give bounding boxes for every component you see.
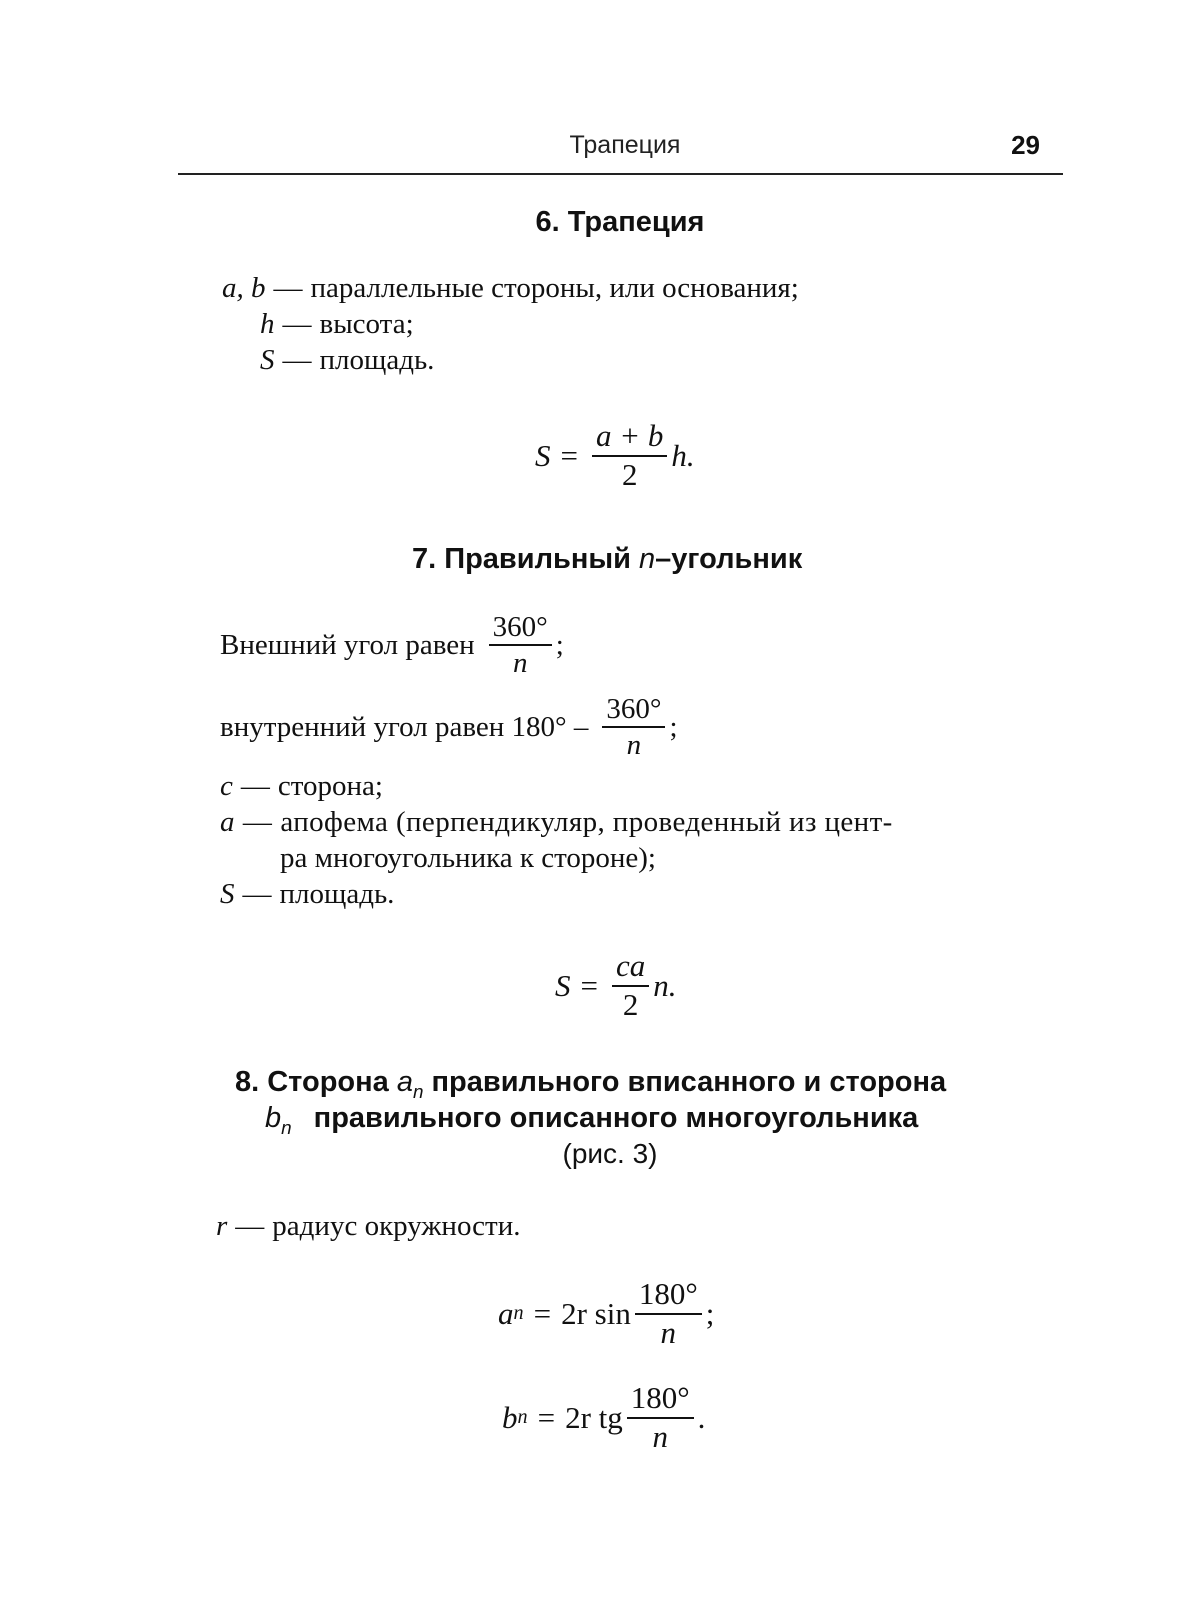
heading-part: –угольник (655, 543, 803, 575)
fraction (627, 1382, 694, 1453)
formula-subscript: n (517, 1406, 528, 1429)
inscribed-side-formula (498, 1278, 714, 1349)
def-s (260, 344, 434, 377)
formula-subscript: n (513, 1302, 524, 1325)
fraction-numerator: 360° (606, 693, 662, 725)
formula-lhs: S (555, 967, 571, 1003)
dash: — (282, 308, 312, 340)
header-rule (178, 173, 1063, 175)
section-8-heading-line-1 (235, 1066, 946, 1103)
dash: — (240, 770, 270, 802)
equals-sign: = (537, 1399, 556, 1435)
fraction-denominator: n (489, 644, 552, 678)
interior-angle-line (220, 694, 678, 761)
equals-sign: = (560, 437, 578, 473)
fraction-numerator: 180° (630, 1380, 690, 1415)
fraction (602, 694, 665, 761)
formula-lhs: a (498, 1295, 514, 1331)
def-text: площадь. (319, 344, 435, 376)
heading-subscript: n (281, 1116, 292, 1138)
def-symbol: a, b (222, 272, 266, 304)
heading-part: правильного описанного многоугольника (305, 1102, 919, 1134)
def-symbol: h (260, 308, 275, 340)
running-header-title: Трапеция (569, 131, 681, 159)
def-text: сторона; (277, 770, 383, 802)
dash: — (282, 344, 312, 376)
fraction-denominator: 2 (592, 455, 667, 492)
trapezoid-area-formula (535, 420, 695, 491)
fraction-numerator: ca (615, 948, 646, 983)
def-symbol: c (220, 770, 233, 802)
section-6-heading: 6. Трапеция (535, 206, 705, 238)
def-text: апофема (перпендикуляр, проведенный из цент- (280, 806, 893, 838)
heading-subscript: n (413, 1080, 424, 1102)
formula-tail: . (697, 1399, 706, 1435)
formula-tail: n. (653, 967, 677, 1003)
exterior-angle-line (220, 612, 564, 679)
line-text: Внешний угол равен (220, 628, 475, 661)
def-c (220, 770, 383, 803)
formula-tail: ; (705, 1295, 715, 1331)
dash: — (273, 272, 303, 304)
def-text: высота; (319, 308, 414, 340)
fraction-numerator: 360° (492, 611, 548, 643)
heading-variable: n (639, 543, 656, 575)
line-text: внутренний угол равен 180° – (220, 710, 589, 743)
def-symbol: S (260, 344, 275, 376)
def-a (220, 806, 893, 839)
page-number: 29 (1011, 130, 1040, 160)
formula-middle: 2r tg (565, 1399, 623, 1435)
formula-lhs: S (535, 437, 551, 473)
line-tail: ; (555, 628, 564, 661)
def-a-continuation: ра многоугольника к стороне); (280, 842, 656, 874)
def-text: радиус окружности. (272, 1210, 521, 1242)
circumscribed-side-formula (502, 1382, 705, 1453)
heading-variable: a (396, 1066, 413, 1098)
fraction-denominator: n (635, 1313, 702, 1350)
line-tail: ; (669, 710, 678, 743)
fraction-denominator: n (602, 726, 665, 760)
formula-middle: 2r sin (561, 1295, 631, 1331)
dash: — (235, 1210, 265, 1242)
fraction-numerator: a + b (595, 418, 664, 453)
polygon-area-formula (555, 950, 677, 1021)
section-8-heading-line-2 (265, 1102, 918, 1139)
equals-sign: = (580, 967, 598, 1003)
equals-sign: = (533, 1295, 552, 1331)
section-7-heading (412, 543, 802, 576)
formula-lhs: b (502, 1399, 518, 1435)
fraction-denominator: 2 (612, 985, 649, 1022)
fraction (489, 612, 552, 679)
fraction (612, 950, 649, 1021)
def-ab (222, 272, 799, 305)
def-text: площадь. (279, 878, 395, 910)
dash: — (242, 806, 273, 838)
def-r (216, 1210, 520, 1243)
fraction (635, 1278, 702, 1349)
heading-variable: b (265, 1102, 282, 1134)
def-h (260, 308, 414, 341)
def-text: параллельные стороны, или основания; (310, 272, 799, 304)
fraction-numerator: 180° (638, 1276, 698, 1311)
def-symbol: a (220, 806, 235, 838)
heading-part: 8. Сторона (235, 1066, 397, 1098)
def-symbol: S (220, 878, 235, 910)
heading-part: 7. Правильный (412, 543, 640, 575)
def-symbol: r (216, 1210, 228, 1242)
section-8-heading-figure-ref: (рис. 3) (562, 1138, 658, 1169)
fraction (592, 420, 667, 491)
dash: — (242, 878, 272, 910)
def-s (220, 878, 394, 911)
heading-part: правильного вписанного и сторона (423, 1066, 947, 1098)
fraction-denominator: n (627, 1417, 694, 1454)
formula-tail: h. (671, 437, 695, 473)
